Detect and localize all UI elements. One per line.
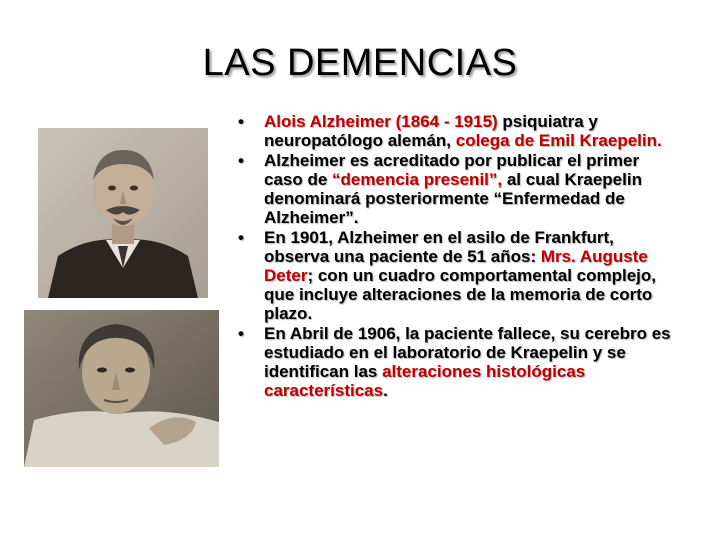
alzheimer-portrait-image — [38, 128, 208, 298]
bullet-text-segment: ; con un cuadro comportamental complejo, que incluye alteraciones de la memoria de corto plazo. — [264, 266, 657, 323]
bullet-text-segment: al cual Kraepelin denominará posteriormente “Enfermedad de Alzheimer”. — [264, 170, 642, 227]
bullet-dot: • — [238, 228, 244, 247]
bullet-list — [238, 112, 674, 401]
bullet-text — [264, 112, 662, 150]
bullet-item — [238, 228, 674, 323]
bullet-text-segment: En 1901, Alzheimer en el asilo de Frankfurt, observa una paciente de 51 años: — [264, 228, 614, 266]
bullet-item — [238, 324, 674, 400]
bullet-item — [238, 112, 674, 150]
bullet-text-segment: psiquiatra y neuropatólogo alemán, — [264, 112, 598, 150]
bullet-dot: • — [238, 151, 244, 170]
bullet-text-segment: . — [383, 381, 388, 400]
bullet-text — [264, 324, 671, 400]
bullet-dot: • — [238, 324, 244, 343]
bullet-text — [264, 151, 642, 227]
highlighted-text: Alois Alzheimer (1864 - 1915) — [264, 112, 498, 131]
bullet-item — [238, 151, 674, 227]
auguste-deter-portrait-image — [24, 310, 219, 467]
bullet-dot: • — [238, 112, 244, 131]
highlighted-text: Mrs. Auguste Deter — [264, 247, 648, 285]
highlighted-text: colega de Emil Kraepelin. — [455, 131, 662, 150]
highlighted-text: “demencia presenil”, — [332, 170, 503, 189]
highlighted-text: alteraciones histológicas características — [264, 362, 586, 400]
slide-title: LAS DEMENCIAS — [202, 42, 518, 84]
bullet-text-segment: Alzheimer es acreditado por publicar el primer caso de — [264, 151, 640, 189]
bullet-text — [264, 228, 656, 323]
bullet-text-segment: En Abril de 1906, la paciente fallece, su cerebro es estudiado en el laboratorio de Kraepelin y se identifican las — [264, 324, 671, 381]
